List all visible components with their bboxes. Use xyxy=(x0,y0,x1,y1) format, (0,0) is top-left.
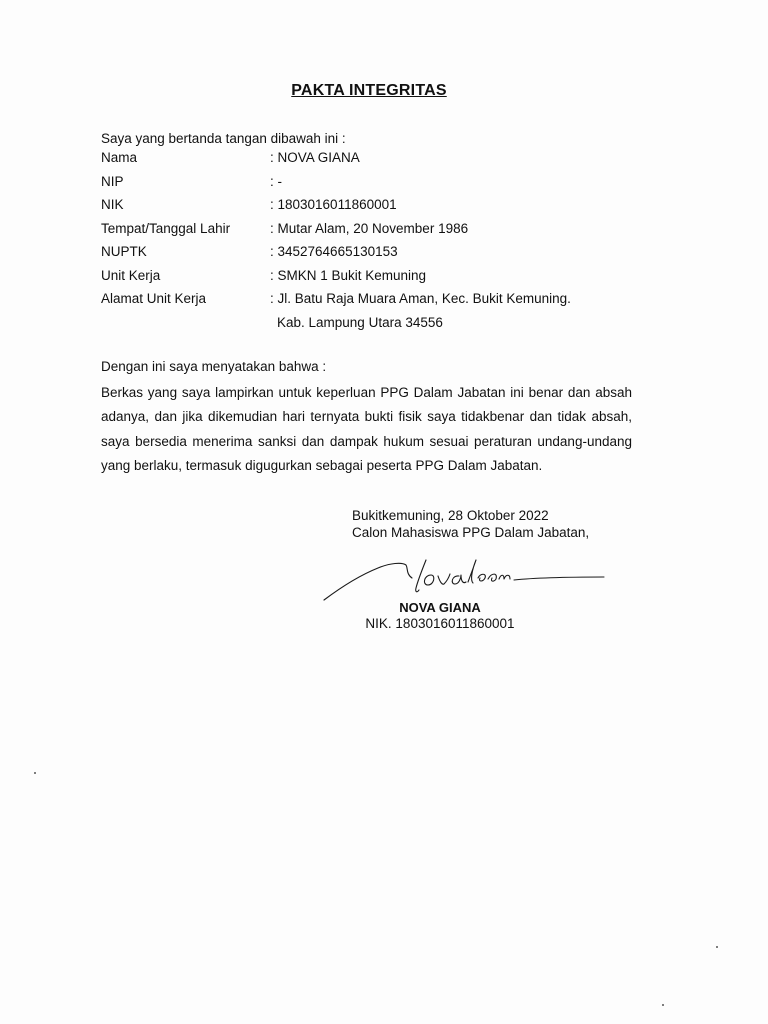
signature-role: Calon Mahasiswa PPG Dalam Jabatan, xyxy=(352,524,590,540)
identity-value: : Mutar Alam, 20 November 1986 xyxy=(270,220,469,236)
handwritten-signature xyxy=(318,548,610,604)
declaration-intro: Dengan ini saya menyatakan bahwa : xyxy=(101,359,327,374)
identity-label: NUPTK xyxy=(101,244,147,259)
identity-label: Tempat/Tanggal Lahir xyxy=(101,220,231,236)
identity-value: : NOVA GIANA xyxy=(270,150,360,165)
declaration-paragraph: Berkas yang saya lampirkan untuk keperluan PPG Dalam Jabatan ini benar dan absah adanya, dan jika dikemudian hari ternyata bukti fisik saya tidakbenar dan tidak absah, saya bersedia menerima sanksi dan dampak hukum sesuai peraturan undang-undang yang berlaku, termasuk digugurkan sebagai peserta PPG Dalam Jabatan. xyxy=(101,385,632,473)
document-title: PAKTA INTEGRITAS xyxy=(291,82,447,99)
intro-text: Saya yang bertanda tangan dibawah ini : xyxy=(101,131,346,146)
signature-place-date: Bukitkemuning, 28 Oktober 2022 xyxy=(352,508,549,523)
identity-value: : - xyxy=(270,173,282,189)
identity-value: : SMKN 1 Bukit Kemuning xyxy=(270,267,427,283)
signatory-nik: NIK. 1803016011860001 xyxy=(365,616,515,631)
identity-value: : Jl. Batu Raja Muara Aman, Kec. Bukit Kemuning. xyxy=(270,291,571,306)
signatory-name: NOVA GIANA xyxy=(399,600,481,615)
identity-label: Unit Kerja xyxy=(101,267,161,283)
identity-value: : 1803016011860001 xyxy=(270,197,397,212)
identity-label: NIK xyxy=(101,197,124,212)
identity-label: Alamat Unit Kerja xyxy=(101,291,207,306)
identity-label: Nama xyxy=(101,150,138,165)
scan-speck xyxy=(662,1004,664,1006)
scan-speck xyxy=(34,772,36,774)
signature-block xyxy=(352,508,589,541)
identity-value: : 3452764665130153 xyxy=(270,244,398,259)
identity-label: NIP xyxy=(101,173,124,189)
address-continuation: Kab. Lampung Utara 34556 xyxy=(277,314,443,330)
scan-speck xyxy=(716,946,718,948)
